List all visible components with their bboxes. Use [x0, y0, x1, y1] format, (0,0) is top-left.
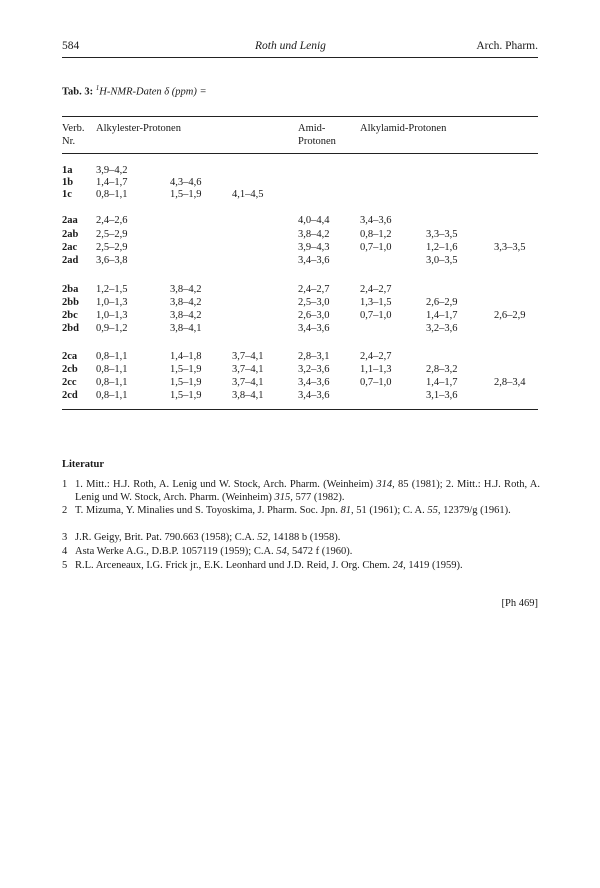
compound-id: 2cd [62, 390, 78, 401]
table-cell: 4,0–4,4 [298, 215, 330, 226]
table-cell: 4,3–4,6 [170, 177, 202, 188]
table-cell: 3,7–4,1 [232, 351, 264, 362]
reference-text: Asta Werke A.G., D.B.P. 1057119 (1959); C.A. 54, 5472 f (1960). [75, 546, 353, 557]
header-alkylamid: Alkylamid-Protonen [360, 123, 447, 134]
compound-id: 1b [62, 177, 74, 188]
page-number: 584 [62, 40, 80, 52]
table-cell: 3,8–4,1 [232, 390, 264, 401]
compound-id: 2cc [62, 377, 77, 388]
compound-id: 2ac [62, 242, 78, 253]
reference-number: 3 [62, 532, 68, 543]
table-cell: 1,5–1,9 [170, 364, 202, 375]
table-caption-title: H-NMR-Daten δ (ppm) = [99, 86, 207, 98]
table-cell: 1,3–1,5 [360, 297, 392, 308]
table-cell: 1,1–1,3 [360, 364, 392, 375]
table-cell: 3,4–3,6 [298, 255, 330, 266]
table-cell: 2,5–2,9 [96, 229, 128, 240]
table-cell: 0,8–1,2 [360, 229, 392, 240]
table-cell: 2,5–2,9 [96, 242, 128, 253]
header-nr: Nr. [62, 136, 76, 147]
table-cell: 3,4–3,6 [298, 390, 330, 401]
table-cell: 3,7–4,1 [232, 364, 264, 375]
table-cell: 0,8–1,1 [96, 351, 128, 362]
table-cell: 1,4–1,7 [426, 377, 458, 388]
compound-id: 2ad [62, 255, 79, 266]
table-cell: 1,5–1,9 [170, 189, 202, 200]
table-cell: 3,2–3,6 [426, 323, 458, 334]
compound-id: 2ba [62, 284, 79, 295]
table-cell: 3,3–3,5 [494, 242, 526, 253]
table-cell: 3,4–3,6 [298, 323, 330, 334]
reference-number: 2 [62, 505, 68, 516]
reference-text: T. Mizuma, Y. Minalies und S. Toyoskima, J. Pharm. Soc. Jpn. 81, 51 (1961); C. A. 55, 12379/g (1961). [75, 505, 511, 516]
table-cell: 2,4–2,7 [298, 284, 330, 295]
table-cell: 1,5–1,9 [170, 377, 202, 388]
table-cell: 3,2–3,6 [298, 364, 330, 375]
header-verb: Verb. [62, 123, 85, 134]
table-header-rule [62, 153, 538, 154]
running-title: Roth und Lenig [255, 40, 326, 52]
table-cell: 2,6–2,9 [494, 310, 526, 321]
table-bottom-rule [62, 409, 538, 410]
table-cell: 0,9–1,2 [96, 323, 128, 334]
journal-name: Arch. Pharm. [476, 40, 538, 52]
table-cell: 0,7–1,0 [360, 242, 392, 253]
table-cell: 2,4–2,7 [360, 284, 392, 295]
table-cell: 1,0–1,3 [96, 310, 128, 321]
table-cell: 2,4–2,6 [96, 215, 128, 226]
table-cell: 2,6–2,9 [426, 297, 458, 308]
table-caption-sup: 1 [95, 84, 100, 92]
reference-number: 1 [62, 479, 68, 490]
table-cell: 3,9–4,2 [96, 165, 128, 176]
table-cell: 3,3–3,5 [426, 229, 458, 240]
compound-id: 2ab [62, 229, 79, 240]
table-cell: 3,4–3,6 [360, 215, 392, 226]
table-cell: 1,4–1,7 [96, 177, 128, 188]
table-cell: 2,8–3,2 [426, 364, 458, 375]
compound-id: 2bd [62, 323, 79, 334]
table-cell: 1,4–1,7 [426, 310, 458, 321]
table-cell: 3,8–4,2 [170, 310, 202, 321]
table-cell: 3,4–3,6 [298, 377, 330, 388]
table-cell: 3,8–4,2 [298, 229, 330, 240]
compound-id: 2bb [62, 297, 79, 308]
table-cell: 0,7–1,0 [360, 377, 392, 388]
table-cell: 2,8–3,4 [494, 377, 526, 388]
literatur-heading: Literatur [62, 459, 104, 470]
compound-id: 1a [62, 165, 73, 176]
manuscript-code: [Ph 469] [501, 598, 538, 609]
header-amid-1: Amid- [298, 123, 326, 134]
table-cell: 0,8–1,1 [96, 364, 128, 375]
header-amid-2: Protonen [298, 136, 336, 147]
table-cell: 3,1–3,6 [426, 390, 458, 401]
table-cell: 3,6–3,8 [96, 255, 128, 266]
table-caption-label: Tab. 3: [62, 86, 94, 98]
table-cell: 0,8–1,1 [96, 390, 128, 401]
compound-id: 2aa [62, 215, 78, 226]
reference-number: 4 [62, 546, 68, 557]
table-cell: 2,4–2,7 [360, 351, 392, 362]
table-cell: 3,9–4,3 [298, 242, 330, 253]
table-cell: 3,8–4,1 [170, 323, 202, 334]
compound-id: 2cb [62, 364, 78, 375]
table-cell: 3,7–4,1 [232, 377, 264, 388]
header-rule [62, 57, 538, 58]
reference-text: R.L. Arceneaux, I.G. Frick jr., E.K. Leonhard und J.D. Reid, J. Org. Chem. 24, 1419 (1959). [75, 560, 463, 571]
table-cell: 4,1–4,5 [232, 189, 264, 200]
table-cell: 1,2–1,5 [96, 284, 128, 295]
table-cell: 0,7–1,0 [360, 310, 392, 321]
table-cell: 1,0–1,3 [96, 297, 128, 308]
table-top-rule [62, 116, 538, 117]
table-cell: 2,5–3,0 [298, 297, 330, 308]
reference-text: J.R. Geigy, Brit. Pat. 790.663 (1958); C.A. 52, 14188 b (1958). [75, 532, 341, 543]
table-cell: 2,6–3,0 [298, 310, 330, 321]
reference-number: 5 [62, 560, 68, 571]
table-cell: 3,0–3,5 [426, 255, 458, 266]
compound-id: 1c [62, 189, 72, 200]
compound-id: 2ca [62, 351, 78, 362]
table-cell: 3,8–4,2 [170, 284, 202, 295]
compound-id: 2bc [62, 310, 78, 321]
table-cell: 3,8–4,2 [170, 297, 202, 308]
header-alkylester: Alkylester-Protonen [96, 123, 181, 134]
table-cell: 0,8–1,1 [96, 377, 128, 388]
table-cell: 1,5–1,9 [170, 390, 202, 401]
reference-text: 1. Mitt.: H.J. Roth, A. Lenig und W. Stock, Arch. Pharm. (Weinheim) 314, 85 (1981); 2. Mitt.: H.J. Roth, A. Lenig und W. Stock, Arch. Pharm. (Weinheim) 315, 577 (1982). [75, 479, 540, 503]
table-caption [62, 84, 207, 98]
table-cell: 0,8–1,1 [96, 189, 128, 200]
table-cell: 1,4–1,8 [170, 351, 202, 362]
table-cell: 2,8–3,1 [298, 351, 330, 362]
table-cell: 1,2–1,6 [426, 242, 458, 253]
